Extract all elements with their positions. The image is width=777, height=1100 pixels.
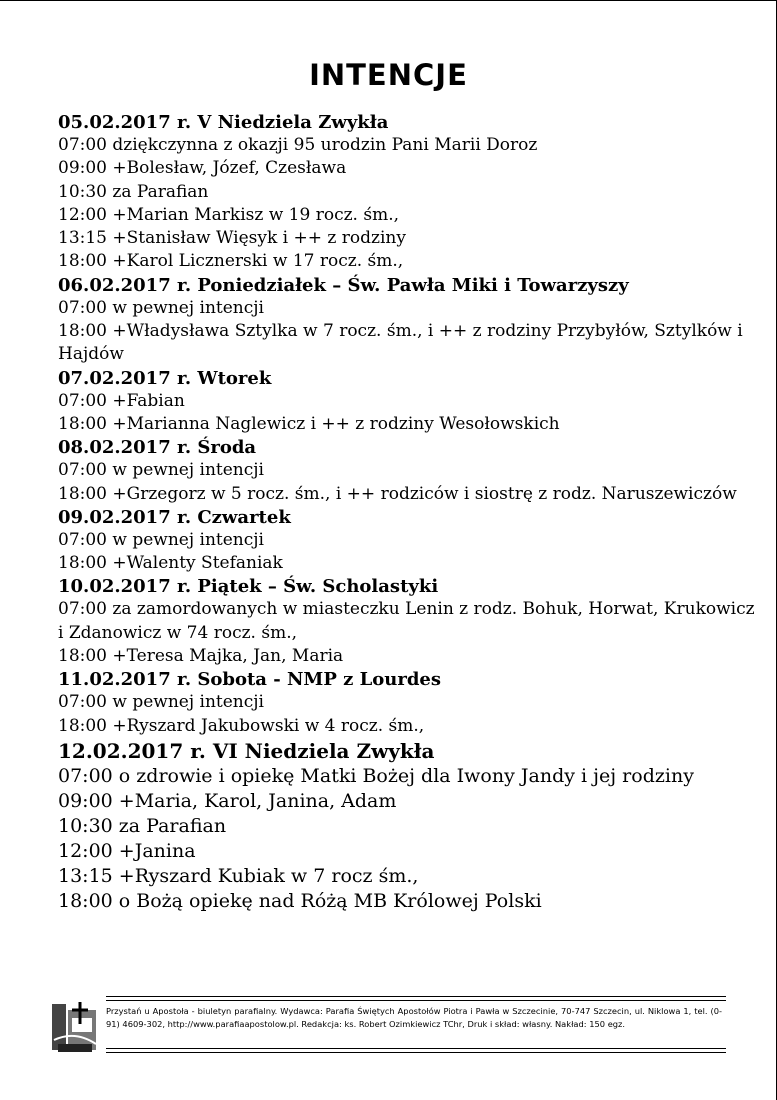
intention-entry: 18:00 +Władysława Sztylka w 7 rocz. śm., i ++ z rodziny Przybyłów, Sztylków i Hajdów [58, 321, 743, 365]
intention-entry: 10:30 za Parafian [58, 181, 209, 202]
intention-entry: 09:00 +Bolesław, Józef, Czesława [58, 158, 347, 179]
church-logo-icon [50, 1000, 100, 1055]
intention-entry: 07:00 w pewnej intencji [58, 297, 264, 318]
day-heading: 12.02.2017 r. VI Niedziela Zwykła [58, 738, 435, 763]
day-block [58, 575, 758, 668]
intention-entry: 12:00 +Janina [58, 839, 196, 862]
day-block [58, 738, 758, 914]
day-heading: 09.02.2017 r. Czwartek [58, 506, 291, 528]
intention-entry: 09:00 +Maria, Karol, Janina, Adam [58, 789, 397, 812]
day-heading: 07.02.2017 r. Wtorek [58, 367, 272, 389]
day-block [58, 436, 758, 506]
intention-entry: 07:00 w pewnej intencji [58, 460, 264, 481]
intention-entry: 07:00 +Fabian [58, 390, 185, 411]
day-heading: 10.02.2017 r. Piątek – Św. Scholastyki [58, 576, 439, 598]
intention-entry: 07:00 za zamordowanych w miasteczku Lenin z rodz. Bohuk, Horwat, Krukowicz i Zdanowicz w 74 rocz. śm., [58, 599, 755, 643]
top-border [0, 0, 777, 1]
intention-entry: 18:00 +Grzegorz w 5 rocz. śm., i ++ rodziców i siostrę z rodz. Naruszewiczów [58, 483, 737, 504]
intention-entry: 18:00 +Marianna Naglewicz i ++ z rodziny Wesołowskich [58, 413, 560, 434]
intention-entry: 18:00 +Walenty Stefaniak [58, 553, 283, 574]
intention-entry: 18:00 o Bożą opiekę nad Różą MB Królowej Polski [58, 889, 542, 912]
footer-bottom-rule [106, 1048, 726, 1053]
intention-entry: 07:00 w pewnej intencji [58, 692, 264, 713]
intention-entry: 07:00 o zdrowie i opiekę Matki Bożej dla Iwony Jandy i jej rodziny [58, 764, 694, 787]
day-block [58, 668, 758, 738]
intention-entry: 12:00 +Marian Markisz w 19 rocz. śm., [58, 204, 400, 225]
intentions-list [58, 111, 758, 914]
page-title: INTENCJE [309, 58, 468, 92]
day-heading: 05.02.2017 r. V Niedziela Zwykła [58, 112, 389, 133]
day-block [58, 506, 758, 576]
footer-top-rule [106, 996, 726, 1001]
footer-text: Przystań u Apostoła - biuletyn parafialny. Wydawca: Parafia Świętych Apostołów Piotra i Pawła w Szczecinie, 70-747 Szczecin, ul. Niklowa 1, tel. (0-91) 4609-302, http://www.parafiaapostolow.pl. Redakcja: ks. Robert Ozimkiewicz TChr, Druk i skład: własny. Nakład: 150 egz. [106, 1006, 722, 1029]
intention-entry: 18:00 +Ryszard Jakubowski w 4 rocz. śm., [58, 715, 425, 736]
day-heading: 08.02.2017 r. Środa [58, 437, 257, 459]
day-block [58, 367, 758, 437]
intention-entry: 07:00 w pewnej intencji [58, 529, 264, 550]
intention-entry: 13:15 +Stanisław Więsyk i ++ z rodziny [58, 228, 406, 249]
intention-entry: 18:00 +Karol Licznerski w 17 rocz. śm., [58, 251, 404, 272]
intention-entry: 18:00 +Teresa Majka, Jan, Maria [58, 646, 344, 667]
day-heading: 06.02.2017 r. Poniedziałek – Św. Pawła Miki i Towarzyszy [58, 274, 629, 296]
intention-entry: 13:15 +Ryszard Kubiak w 7 rocz śm., [58, 864, 419, 887]
intention-entry: 07:00 dziękczynna z okazji 95 urodzin Pani Marii Doroz [58, 135, 538, 155]
intention-entry: 10:30 za Parafian [58, 814, 227, 837]
bulletin-footer [50, 996, 726, 1056]
day-block [58, 111, 758, 274]
day-heading: 11.02.2017 r. Sobota - NMP z Lourdes [58, 669, 442, 691]
day-block [58, 274, 758, 367]
